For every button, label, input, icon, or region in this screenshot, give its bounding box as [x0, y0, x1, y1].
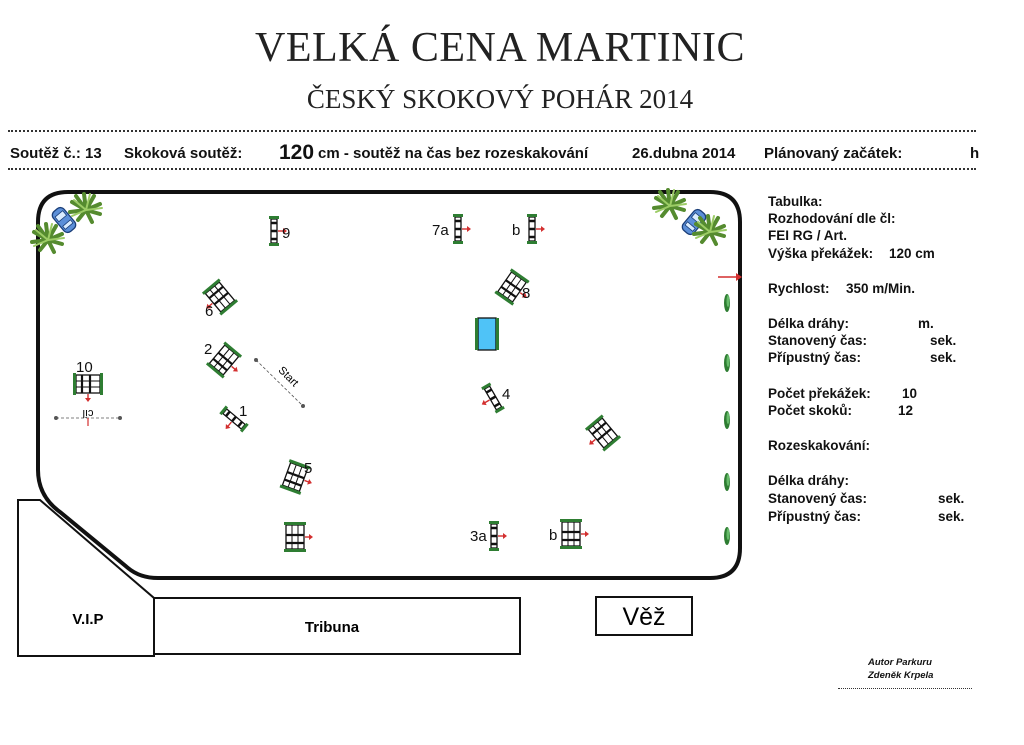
author-name: Zdeněk Krpela	[868, 670, 934, 681]
hedge-icon	[724, 411, 730, 429]
vip-label: V.I.P	[72, 611, 104, 628]
obstacles-label: Počet překážek:	[768, 386, 871, 401]
fence-2-label: 2	[204, 341, 213, 358]
fence-7a-label: 7a	[432, 222, 449, 239]
fence-8-label: 8	[522, 285, 531, 302]
competition-height-unit: cm - soutěž na čas bez rozeskakování	[318, 145, 589, 162]
competition-number: Soutěž č.: 13	[10, 145, 102, 162]
plant-icon	[70, 194, 102, 222]
fence-1-label: 1	[239, 403, 248, 420]
hedge-icon	[724, 473, 730, 491]
rules-label: FEI RG / Art.	[768, 228, 848, 243]
competition-date: 26.dubna 2014	[632, 145, 736, 162]
fence-7b-label: b	[512, 222, 521, 239]
vip-area	[18, 500, 154, 656]
stand-label: Tribuna	[304, 619, 360, 636]
subtitle: ČESKÝ SKOKOVÝ POHÁR 2014	[306, 84, 694, 114]
fence-9-label: 9	[282, 225, 291, 242]
jumps-label: Počet skoků:	[768, 403, 853, 418]
time-allowed-unit: sek.	[930, 333, 957, 348]
plant-icon	[654, 190, 686, 218]
finish-label: cíl	[82, 407, 94, 419]
fence-unnumbered	[580, 414, 621, 456]
jumpoff-limit-label: Přípustný čas:	[768, 509, 862, 524]
tower-label: Věž	[622, 603, 666, 631]
course-length-unit: m.	[918, 316, 934, 331]
fence-6	[197, 278, 238, 320]
jumpoff-length-label: Délka dráhy:	[768, 473, 850, 488]
jumpoff-time-label: Stanovený čas:	[768, 491, 868, 506]
jumpoff-time-unit: sek.	[938, 491, 965, 506]
fence-7a	[453, 214, 471, 244]
fence-3a-label: 3a	[470, 528, 487, 545]
fence-10	[73, 373, 103, 402]
height-value: 120 cm	[889, 246, 935, 261]
fence-10-label: 10	[76, 359, 93, 376]
speed-value: 350 m/Min.	[846, 281, 916, 296]
fence-4-label: 4	[502, 386, 511, 403]
jumpoff-limit-unit: sek.	[938, 509, 965, 524]
fence-7b	[527, 214, 545, 244]
hedge-icon	[724, 294, 730, 312]
main-title: VELKÁ CENA MARTINIC	[255, 25, 745, 71]
jumpoff-label: Rozeskakování:	[768, 438, 871, 453]
competition-height: 120	[279, 141, 315, 164]
fence-6-label: 6	[205, 303, 214, 320]
competition-type: Skoková soutěž:	[124, 145, 243, 162]
fence-3b	[560, 519, 589, 549]
hedge-icon	[724, 527, 730, 545]
time-allowed-label: Stanovený čas:	[768, 333, 868, 348]
arena-outline	[38, 192, 740, 578]
speed-label: Rychlost:	[768, 281, 830, 296]
obstacles-value: 10	[902, 386, 918, 401]
start-label: Start	[275, 364, 301, 390]
fence-unnumbered-2	[284, 522, 313, 552]
author-title: Autor Parkuru	[868, 657, 932, 668]
time-limit-label: Přípustný čas:	[768, 350, 862, 365]
signature-line	[838, 688, 972, 689]
table-label: Tabulka:	[768, 194, 823, 209]
course-length-label: Délka dráhy:	[768, 316, 850, 331]
judging-label: Rozhodování dle čl:	[768, 211, 896, 226]
fence-4	[474, 383, 505, 418]
start-time-label: Plánovaný začátek:	[764, 145, 903, 162]
fence-3a	[489, 521, 507, 551]
start-time-unit: h	[970, 145, 980, 162]
fence-3b-label: b	[549, 527, 558, 544]
water-jump	[478, 318, 496, 350]
fence-5-label: 5	[304, 460, 313, 477]
author-block	[868, 656, 933, 682]
jumps-value: 12	[898, 403, 914, 418]
height-label: Výška překážek:	[768, 246, 874, 261]
hedge-icon	[724, 354, 730, 372]
time-limit-unit: sek.	[930, 350, 957, 365]
